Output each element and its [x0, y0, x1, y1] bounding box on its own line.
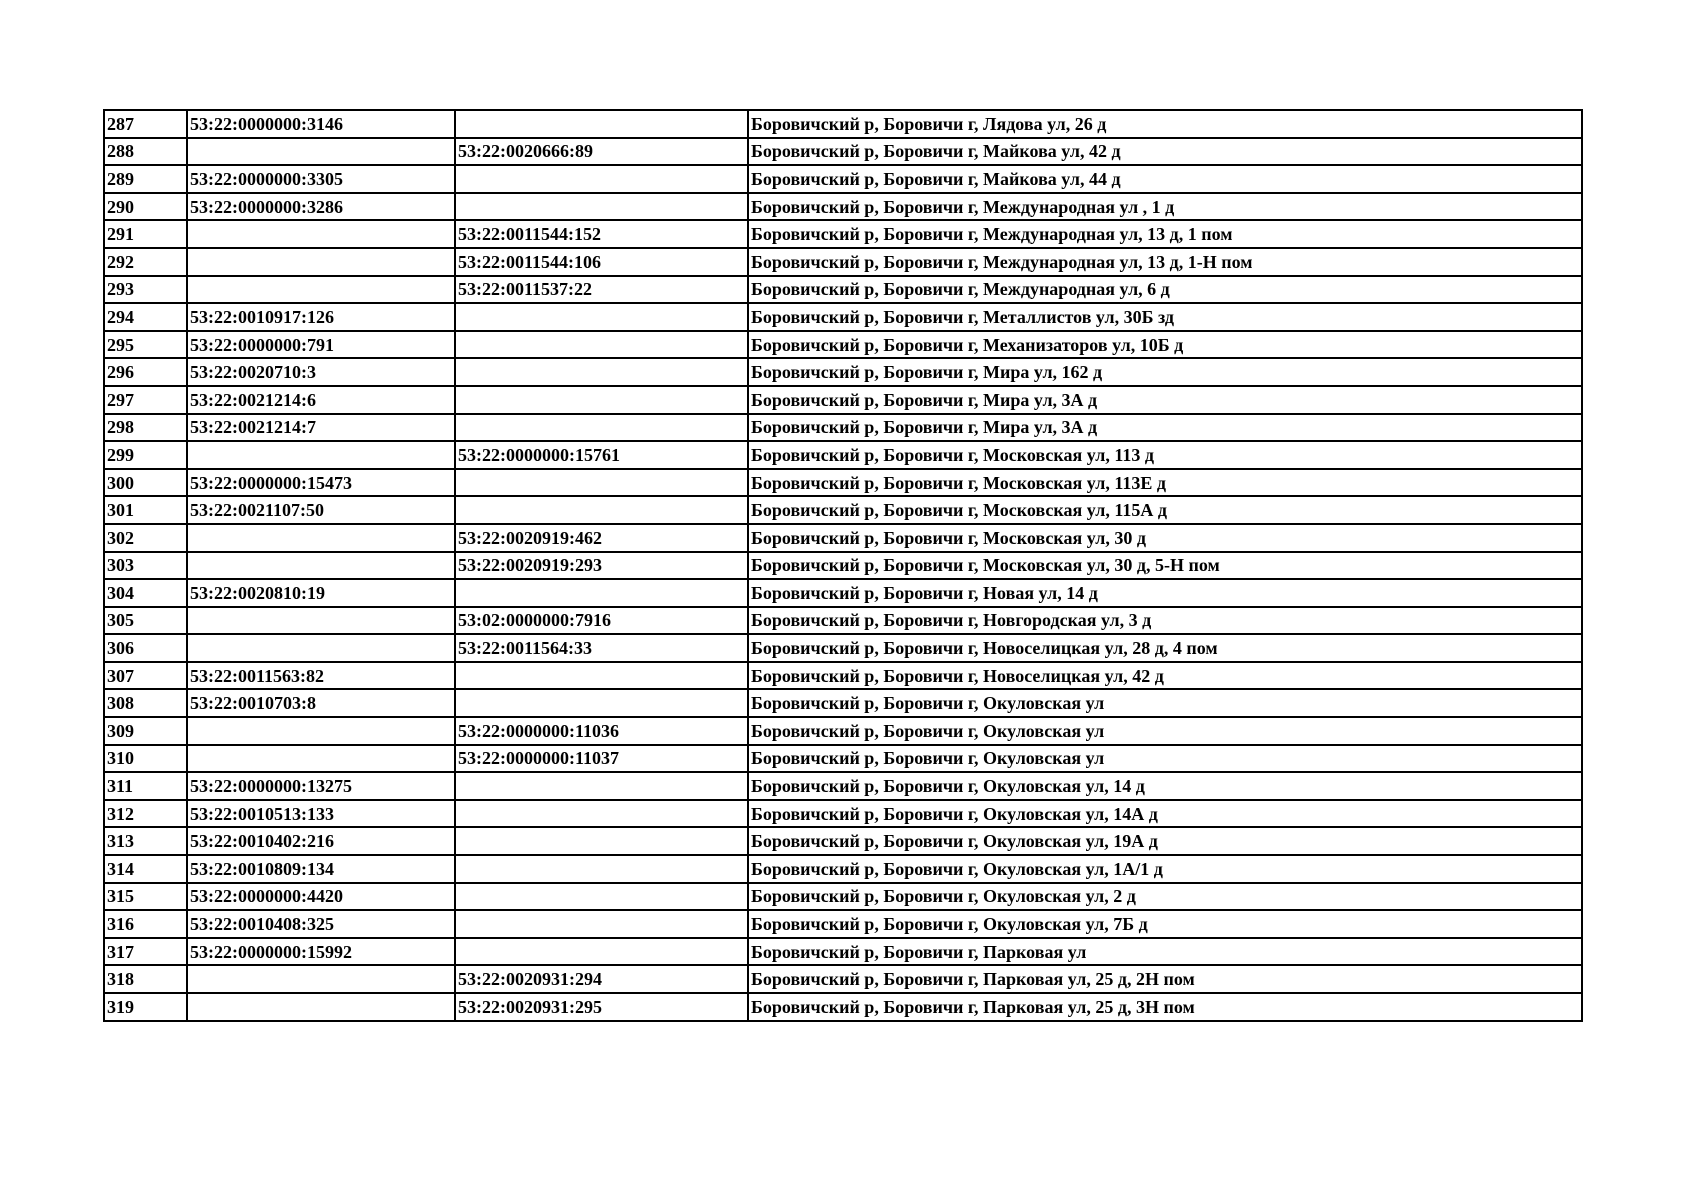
building-cadastral-cell	[455, 579, 748, 607]
row-number-cell: 291	[104, 220, 187, 248]
address-cell: Боровичский р, Боровичи г, Окуловская ул, 1А/1 д	[748, 855, 1582, 883]
row-number-cell: 308	[104, 689, 187, 717]
address-cell: Боровичский р, Боровичи г, Московская ул, 30 д, 5-Н пом	[748, 552, 1582, 580]
building-cadastral-cell: 53:22:0020931:294	[455, 965, 748, 993]
table-row	[104, 883, 1582, 911]
address-cell: Боровичский р, Боровичи г, Международная ул , 1 д	[748, 193, 1582, 221]
address-cell: Боровичский р, Боровичи г, Мира ул, 162 д	[748, 358, 1582, 386]
address-cell: Боровичский р, Боровичи г, Парковая ул	[748, 938, 1582, 966]
building-cadastral-cell: 53:22:0011544:106	[455, 248, 748, 276]
table-row	[104, 579, 1582, 607]
building-cadastral-cell	[455, 772, 748, 800]
row-number-cell: 299	[104, 441, 187, 469]
land-cadastral-cell: 53:22:0021214:6	[187, 386, 455, 414]
land-cadastral-cell: 53:22:0010513:133	[187, 800, 455, 828]
table-row	[104, 276, 1582, 304]
land-cadastral-cell: 53:22:0010402:216	[187, 827, 455, 855]
table-row	[104, 496, 1582, 524]
address-cell: Боровичский р, Боровичи г, Окуловская ул, 14 д	[748, 772, 1582, 800]
row-number-cell: 297	[104, 386, 187, 414]
address-cell: Боровичский р, Боровичи г, Окуловская ул, 2 д	[748, 883, 1582, 911]
row-number-cell: 289	[104, 165, 187, 193]
land-cadastral-cell	[187, 524, 455, 552]
building-cadastral-cell: 53:22:0011544:152	[455, 220, 748, 248]
building-cadastral-cell: 53:22:0020931:295	[455, 993, 748, 1021]
row-number-cell: 312	[104, 800, 187, 828]
address-cell: Боровичский р, Боровичи г, Мира ул, 3А д	[748, 414, 1582, 442]
land-cadastral-cell: 53:22:0000000:3286	[187, 193, 455, 221]
row-number-cell: 301	[104, 496, 187, 524]
registry-table-body	[104, 110, 1582, 1021]
address-cell: Боровичский р, Боровичи г, Парковая ул, 25 д, 2Н пом	[748, 965, 1582, 993]
building-cadastral-cell	[455, 910, 748, 938]
land-cadastral-cell	[187, 248, 455, 276]
building-cadastral-cell: 53:22:0020919:462	[455, 524, 748, 552]
row-number-cell: 307	[104, 662, 187, 690]
building-cadastral-cell: 53:22:0000000:11037	[455, 745, 748, 773]
land-cadastral-cell: 53:22:0000000:3305	[187, 165, 455, 193]
table-row	[104, 193, 1582, 221]
land-cadastral-cell: 53:22:0010917:126	[187, 303, 455, 331]
address-cell: Боровичский р, Боровичи г, Лядова ул, 26 д	[748, 110, 1582, 138]
building-cadastral-cell	[455, 469, 748, 497]
table-row	[104, 662, 1582, 690]
property-registry-table	[103, 109, 1583, 1022]
row-number-cell: 315	[104, 883, 187, 911]
table-row	[104, 441, 1582, 469]
land-cadastral-cell: 53:22:0021214:7	[187, 414, 455, 442]
building-cadastral-cell	[455, 358, 748, 386]
address-cell: Боровичский р, Боровичи г, Механизаторов ул, 10Б д	[748, 331, 1582, 359]
table-row	[104, 386, 1582, 414]
address-cell: Боровичский р, Боровичи г, Майкова ул, 44 д	[748, 165, 1582, 193]
row-number-cell: 310	[104, 745, 187, 773]
table-row	[104, 524, 1582, 552]
building-cadastral-cell	[455, 414, 748, 442]
table-row	[104, 745, 1582, 773]
building-cadastral-cell	[455, 386, 748, 414]
address-cell: Боровичский р, Боровичи г, Окуловская ул, 7Б д	[748, 910, 1582, 938]
address-cell: Боровичский р, Боровичи г, Мира ул, 3А д	[748, 386, 1582, 414]
land-cadastral-cell: 53:22:0000000:13275	[187, 772, 455, 800]
land-cadastral-cell: 53:22:0000000:3146	[187, 110, 455, 138]
address-cell: Боровичский р, Боровичи г, Парковая ул, 25 д, 3Н пом	[748, 993, 1582, 1021]
table-row	[104, 607, 1582, 635]
row-number-cell: 305	[104, 607, 187, 635]
row-number-cell: 294	[104, 303, 187, 331]
table-row	[104, 938, 1582, 966]
land-cadastral-cell	[187, 965, 455, 993]
land-cadastral-cell	[187, 276, 455, 304]
table-row	[104, 331, 1582, 359]
building-cadastral-cell: 53:22:0020666:89	[455, 138, 748, 166]
land-cadastral-cell	[187, 993, 455, 1021]
building-cadastral-cell	[455, 110, 748, 138]
table-row	[104, 634, 1582, 662]
land-cadastral-cell: 53:22:0011563:82	[187, 662, 455, 690]
land-cadastral-cell: 53:22:0010809:134	[187, 855, 455, 883]
address-cell: Боровичский р, Боровичи г, Окуловская ул	[748, 689, 1582, 717]
address-cell: Боровичский р, Боровичи г, Международная ул, 13 д, 1-Н пом	[748, 248, 1582, 276]
address-cell: Боровичский р, Боровичи г, Московская ул, 115А д	[748, 496, 1582, 524]
table-row	[104, 248, 1582, 276]
row-number-cell: 303	[104, 552, 187, 580]
land-cadastral-cell	[187, 552, 455, 580]
table-row	[104, 689, 1582, 717]
building-cadastral-cell	[455, 193, 748, 221]
building-cadastral-cell	[455, 883, 748, 911]
land-cadastral-cell: 53:22:0000000:791	[187, 331, 455, 359]
row-number-cell: 319	[104, 993, 187, 1021]
address-cell: Боровичский р, Боровичи г, Новая ул, 14 д	[748, 579, 1582, 607]
building-cadastral-cell	[455, 496, 748, 524]
land-cadastral-cell	[187, 607, 455, 635]
table-row	[104, 303, 1582, 331]
land-cadastral-cell: 53:22:0020710:3	[187, 358, 455, 386]
row-number-cell: 300	[104, 469, 187, 497]
table-row	[104, 993, 1582, 1021]
land-cadastral-cell	[187, 717, 455, 745]
table-row	[104, 552, 1582, 580]
address-cell: Боровичский р, Боровичи г, Окуловская ул	[748, 717, 1582, 745]
building-cadastral-cell: 53:22:0020919:293	[455, 552, 748, 580]
table-row	[104, 358, 1582, 386]
land-cadastral-cell: 53:22:0020810:19	[187, 579, 455, 607]
address-cell: Боровичский р, Боровичи г, Новоселицкая ул, 28 д, 4 пом	[748, 634, 1582, 662]
table-row	[104, 910, 1582, 938]
address-cell: Боровичский р, Боровичи г, Международная ул, 6 д	[748, 276, 1582, 304]
address-cell: Боровичский р, Боровичи г, Московская ул, 30 д	[748, 524, 1582, 552]
building-cadastral-cell	[455, 689, 748, 717]
table-row	[104, 717, 1582, 745]
row-number-cell: 311	[104, 772, 187, 800]
address-cell: Боровичский р, Боровичи г, Московская ул, 113 д	[748, 441, 1582, 469]
building-cadastral-cell	[455, 938, 748, 966]
building-cadastral-cell	[455, 303, 748, 331]
row-number-cell: 318	[104, 965, 187, 993]
land-cadastral-cell	[187, 220, 455, 248]
row-number-cell: 313	[104, 827, 187, 855]
building-cadastral-cell: 53:22:0011564:33	[455, 634, 748, 662]
address-cell: Боровичский р, Боровичи г, Новгородская ул, 3 д	[748, 607, 1582, 635]
building-cadastral-cell	[455, 827, 748, 855]
building-cadastral-cell: 53:02:0000000:7916	[455, 607, 748, 635]
row-number-cell: 302	[104, 524, 187, 552]
table-row	[104, 469, 1582, 497]
table-row	[104, 827, 1582, 855]
row-number-cell: 296	[104, 358, 187, 386]
table-row	[104, 414, 1582, 442]
table-row	[104, 800, 1582, 828]
row-number-cell: 287	[104, 110, 187, 138]
row-number-cell: 298	[104, 414, 187, 442]
address-cell: Боровичский р, Боровичи г, Международная ул, 13 д, 1 пом	[748, 220, 1582, 248]
land-cadastral-cell	[187, 745, 455, 773]
building-cadastral-cell	[455, 331, 748, 359]
row-number-cell: 314	[104, 855, 187, 883]
land-cadastral-cell: 53:22:0010408:325	[187, 910, 455, 938]
row-number-cell: 309	[104, 717, 187, 745]
table-row	[104, 165, 1582, 193]
building-cadastral-cell	[455, 800, 748, 828]
land-cadastral-cell: 53:22:0000000:15473	[187, 469, 455, 497]
building-cadastral-cell: 53:22:0011537:22	[455, 276, 748, 304]
row-number-cell: 317	[104, 938, 187, 966]
address-cell: Боровичский р, Боровичи г, Майкова ул, 42 д	[748, 138, 1582, 166]
row-number-cell: 316	[104, 910, 187, 938]
address-cell: Боровичский р, Боровичи г, Окуловская ул, 14А д	[748, 800, 1582, 828]
address-cell: Боровичский р, Боровичи г, Окуловская ул	[748, 745, 1582, 773]
land-cadastral-cell: 53:22:0010703:8	[187, 689, 455, 717]
land-cadastral-cell: 53:22:0000000:15992	[187, 938, 455, 966]
row-number-cell: 304	[104, 579, 187, 607]
building-cadastral-cell	[455, 662, 748, 690]
address-cell: Боровичский р, Боровичи г, Новоселицкая ул, 42 д	[748, 662, 1582, 690]
address-cell: Боровичский р, Боровичи г, Московская ул, 113Е д	[748, 469, 1582, 497]
row-number-cell: 288	[104, 138, 187, 166]
building-cadastral-cell: 53:22:0000000:11036	[455, 717, 748, 745]
row-number-cell: 290	[104, 193, 187, 221]
table-row	[104, 220, 1582, 248]
land-cadastral-cell: 53:22:0021107:50	[187, 496, 455, 524]
land-cadastral-cell	[187, 634, 455, 662]
table-row	[104, 855, 1582, 883]
building-cadastral-cell	[455, 855, 748, 883]
address-cell: Боровичский р, Боровичи г, Металлистов ул, 30Б зд	[748, 303, 1582, 331]
land-cadastral-cell: 53:22:0000000:4420	[187, 883, 455, 911]
row-number-cell: 295	[104, 331, 187, 359]
table-row	[104, 110, 1582, 138]
table-row	[104, 138, 1582, 166]
row-number-cell: 293	[104, 276, 187, 304]
building-cadastral-cell	[455, 165, 748, 193]
table-row	[104, 772, 1582, 800]
table-row	[104, 965, 1582, 993]
building-cadastral-cell: 53:22:0000000:15761	[455, 441, 748, 469]
land-cadastral-cell	[187, 441, 455, 469]
row-number-cell: 292	[104, 248, 187, 276]
address-cell: Боровичский р, Боровичи г, Окуловская ул, 19А д	[748, 827, 1582, 855]
row-number-cell: 306	[104, 634, 187, 662]
land-cadastral-cell	[187, 138, 455, 166]
